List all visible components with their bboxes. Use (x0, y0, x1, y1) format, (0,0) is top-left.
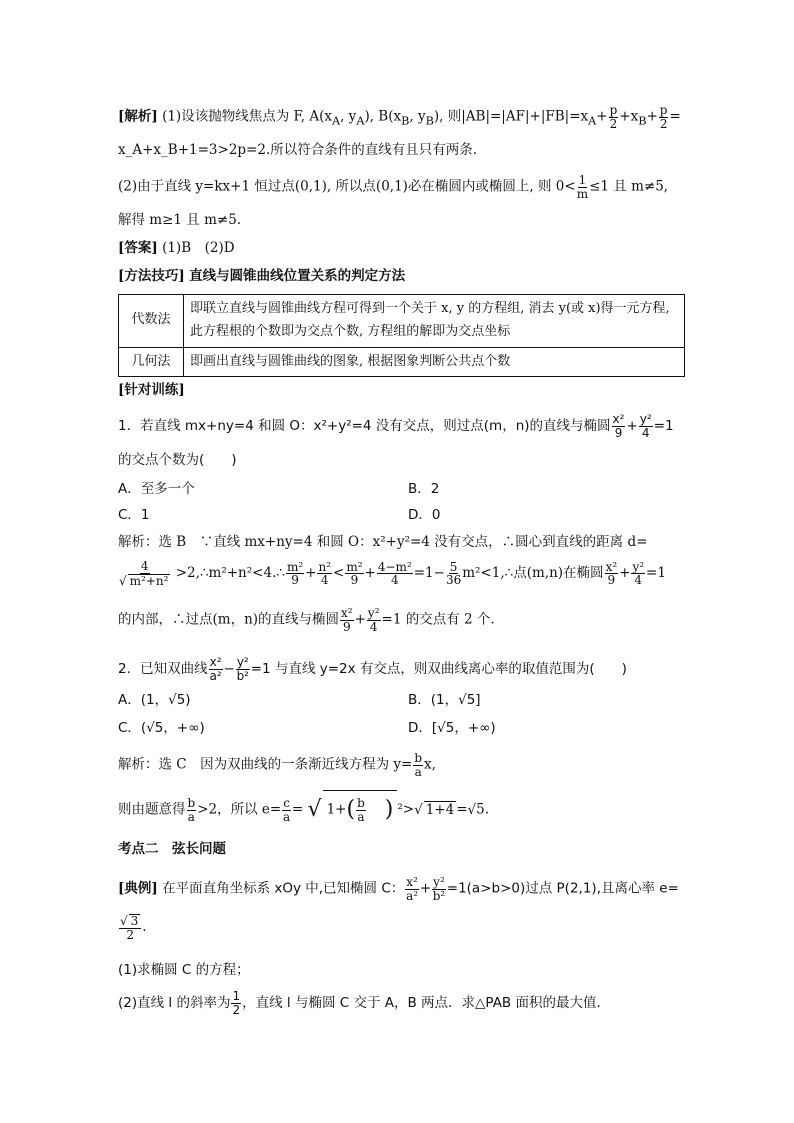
text: + (596, 108, 608, 125)
q1-option-b: B．2 (408, 481, 440, 497)
denominator: 9 (607, 573, 616, 588)
text: . (142, 919, 147, 936)
paren-open: ( (346, 797, 356, 822)
fraction-b-over-a (187, 797, 197, 823)
denominator: 4 (641, 425, 650, 440)
sqrt-sign (468, 802, 477, 818)
q1-option-a: A．至多一个 (118, 481, 195, 497)
table-row (119, 295, 685, 348)
subscript: A (356, 114, 365, 128)
denominator: b² (432, 888, 446, 903)
denominator: 4 (390, 573, 399, 588)
fraction-sqrt3-over-2 (119, 914, 141, 941)
text: ), B(x (364, 108, 402, 125)
text: =1− (413, 565, 445, 582)
denominator: 36 (445, 573, 462, 588)
text: (2)由于直线 y=kx+1 恒过点(0,1), 所以点(0,1)必在椭圆内或椭圆上, 则 0< (118, 178, 576, 195)
text: + (646, 108, 658, 125)
paren-close: ) (384, 797, 394, 822)
q1-stem (118, 413, 674, 439)
numerator: 4 (140, 559, 149, 573)
numerator: y² (433, 875, 445, 889)
denominator: a (187, 809, 195, 824)
fraction (377, 561, 413, 587)
fraction-c-over-a (282, 797, 291, 823)
fraction-y2-over-b2 (432, 876, 446, 902)
example-question-2 (118, 990, 601, 1016)
numerator: x² (406, 875, 418, 889)
text: ≤1 且 m≠5, (589, 178, 669, 195)
sqrt-sign (414, 802, 423, 818)
q2-option-c: C．(√5，+∞) (118, 720, 205, 736)
denominator: 4 (320, 573, 329, 588)
denominator: a² (406, 888, 419, 903)
fraction-x2-over-a2 (405, 876, 419, 902)
method-title: 直线与圆锥曲线位置关系的判定方法 (189, 268, 406, 284)
method-tag: [方法技巧] (118, 268, 185, 284)
subscript: B (425, 114, 434, 128)
numerator: p (659, 103, 668, 117)
numerator: x² (605, 559, 618, 574)
text: =1 的交点有 2 个. (381, 611, 495, 628)
fraction (340, 607, 354, 633)
text: ²> (397, 801, 415, 818)
numerator (119, 914, 141, 929)
numerator: y² (236, 655, 249, 669)
fraction (345, 561, 363, 587)
denominator: 9 (614, 425, 623, 440)
denominator: 2 (232, 1002, 241, 1017)
text: =1(a>b>0)过点 P(2,1),且离心率 e= (446, 880, 679, 897)
numerator: 4−m² (377, 559, 412, 574)
table-key: 几何法 (119, 347, 184, 377)
analysis-line-3 (118, 174, 668, 200)
numerator: 5 (449, 559, 458, 574)
text: + (619, 565, 631, 582)
denominator: 2 (126, 927, 134, 942)
answer-text: (1)B (2)D (162, 240, 235, 256)
numerator: y² (639, 412, 652, 426)
subscript: B (638, 114, 647, 128)
numerator: b (414, 751, 423, 765)
text: 则由题意得 (118, 801, 186, 818)
numerator: x² (341, 606, 353, 620)
analysis-line-1 (118, 104, 681, 130)
text: 1．若直线 mx+ny=4 和圆 O：x²+y²=4 没有交点，则过点(m，n)的直线与椭圆 (118, 418, 611, 435)
text: = (669, 108, 681, 125)
denominator: a (282, 809, 291, 824)
text: (2)直线 l 的斜率为 (118, 995, 231, 1012)
text: 1+ (326, 801, 347, 818)
denominator: 4 (369, 619, 378, 634)
denominator: a (357, 809, 365, 824)
q1-solution-2 (118, 560, 666, 587)
text: >2，所以 e= (197, 801, 282, 818)
q2-stem (118, 656, 627, 682)
sqrt-sign (120, 914, 128, 928)
sqrt-sign (119, 574, 127, 588)
table-row (119, 347, 685, 377)
text: +x (619, 108, 639, 125)
q1-solution-3 (118, 607, 495, 633)
denominator: a² (209, 668, 222, 683)
text: + (419, 880, 432, 897)
analysis-line-4: 解得 m≥1 且 m≠5. (118, 212, 242, 228)
text: =1 (653, 418, 674, 435)
q1-option-c: C．1 (118, 507, 150, 523)
text: + (364, 565, 376, 582)
text: 5. (476, 801, 489, 818)
fraction (286, 561, 304, 587)
text: < (333, 565, 345, 582)
numerator: y² (632, 559, 645, 574)
q2-option-d: D．[√5，+∞) (408, 720, 496, 736)
sqrt-content (323, 790, 398, 829)
text: ，直线 l 与椭圆 C 交于 A，B 两点．求△PAB 面积的最大值. (242, 995, 601, 1012)
numerator: n² (318, 559, 332, 574)
fraction (367, 607, 381, 633)
denominator: m (576, 186, 589, 201)
text: 解析：选 C 因为双曲线的一条渐近线方程为 y= (118, 756, 413, 773)
sqrt-content: 1+4 (425, 801, 455, 818)
fraction (605, 561, 619, 587)
text: ), 则|AB|=|AF|+|FB|=x (433, 108, 589, 125)
text: , y (409, 108, 426, 125)
q1-solution-1: 解析：选 B ∵直线 mx+ny=4 和圆 O：x²+y²=4 没有交点，∴圆心到直线的距离 d= (118, 534, 648, 550)
q1-stem-2: 的交点个数为( ) (118, 452, 237, 468)
numerator: p (609, 103, 618, 117)
denominator: a (414, 764, 422, 779)
text: , y (340, 108, 357, 125)
text: 2．已知双曲线 (118, 661, 208, 678)
method-table (118, 294, 685, 377)
text: 的内部，∴过点(m，n)的直线与椭圆 (118, 611, 340, 628)
numerator: b (187, 796, 196, 811)
fraction-x2-over-a2 (209, 656, 223, 682)
fraction-b-over-a (413, 752, 423, 778)
analysis-line-2: x_A+x_B+1=3>2p=2.所以符合条件的直线有且只有两条. (118, 142, 478, 158)
answer-line (118, 240, 235, 256)
text: m²<1,∴点(m,n)在椭圆 (462, 565, 604, 582)
denominator: 9 (343, 619, 351, 634)
fraction (631, 561, 645, 587)
example-line-2 (118, 914, 147, 941)
sqrt-sign (308, 797, 322, 822)
text: + (305, 565, 317, 582)
numerator: b (357, 796, 365, 811)
text: x, (424, 756, 436, 773)
numerator: m² (346, 559, 363, 574)
fraction-x2-over-9 (612, 413, 626, 439)
numerator: 1 (578, 173, 587, 187)
example-question-1: (1)求椭圆 C 的方程； (118, 962, 250, 978)
fraction-p-over-2 (609, 104, 619, 130)
text: + (354, 611, 366, 628)
text: = (456, 801, 468, 818)
table-key: 代数法 (119, 295, 184, 348)
table-value: 即画出直线与圆锥曲线的图象, 根据图象判断公共点个数 (184, 347, 685, 377)
text: >2,∴m²+n²<4.∴ (175, 565, 285, 582)
q1-option-d: D．0 (408, 507, 441, 523)
answer-tag: [答案] (118, 240, 158, 256)
denominator: 4 (634, 573, 643, 588)
subscript: A (588, 114, 597, 128)
fraction-1-over-2 (231, 990, 241, 1016)
fraction-distance (119, 560, 170, 587)
fraction-p-over-2 (659, 104, 669, 130)
practice-tag: [针对训练] (118, 382, 185, 398)
subscript: B (401, 114, 410, 128)
fraction-y2-over-b2 (236, 656, 250, 682)
table-value: 即联立直线与圆锥曲线方程可得到一个关于 x, y 的方程组, 消去 y(或 x)得一元方程, 此方程根的个数即为交点个数, 方程组的解即为交点坐标 (184, 295, 685, 348)
sqrt-denominator (119, 574, 170, 588)
section-title: 考点二 弦长问题 (118, 841, 226, 857)
denominator: 9 (291, 573, 299, 588)
fraction-1-over-m (577, 174, 588, 200)
denominator: b² (236, 668, 249, 683)
numerator: 1 (232, 989, 241, 1003)
denominator: 2 (609, 116, 618, 131)
numerator: x² (209, 655, 222, 669)
analysis-tag: [解析] (118, 108, 158, 125)
example-tag: [典例] (118, 880, 158, 897)
fraction-y2-over-4 (639, 413, 653, 439)
q2-option-a: A．(1，√5) (118, 692, 191, 708)
fraction-b-over-a (356, 797, 366, 823)
text: (1)设该抛物线焦点为 F, A(x (162, 108, 332, 125)
q2-solution-1 (118, 752, 436, 778)
denominator: 9 (350, 573, 359, 588)
method-line (118, 268, 405, 284)
sqrt-content: m²+n² (129, 573, 169, 588)
denominator: 2 (659, 116, 668, 131)
fraction (317, 561, 332, 587)
example-line-1 (118, 876, 679, 902)
fraction (446, 561, 461, 587)
q2-option-b: B．(1，√5] (408, 692, 481, 708)
q2-solution-2 (118, 790, 489, 829)
sqrt-expression (308, 796, 398, 824)
text: =1 与直线 y=2x 有交点，则双曲线离心率的取值范围为( ) (250, 661, 627, 678)
text: − (223, 661, 235, 678)
sqrt-content: 3 (130, 914, 139, 928)
text: = (291, 801, 304, 818)
numerator: x² (612, 412, 625, 426)
text: + (626, 418, 638, 435)
numerator: y² (367, 606, 380, 620)
numerator: m² (286, 559, 304, 574)
text: =1 (646, 565, 666, 582)
numerator: c (283, 796, 290, 811)
text: 在平面直角坐标系 xOy 中,已知椭圆 C： (162, 880, 405, 897)
subscript: A (331, 114, 341, 128)
